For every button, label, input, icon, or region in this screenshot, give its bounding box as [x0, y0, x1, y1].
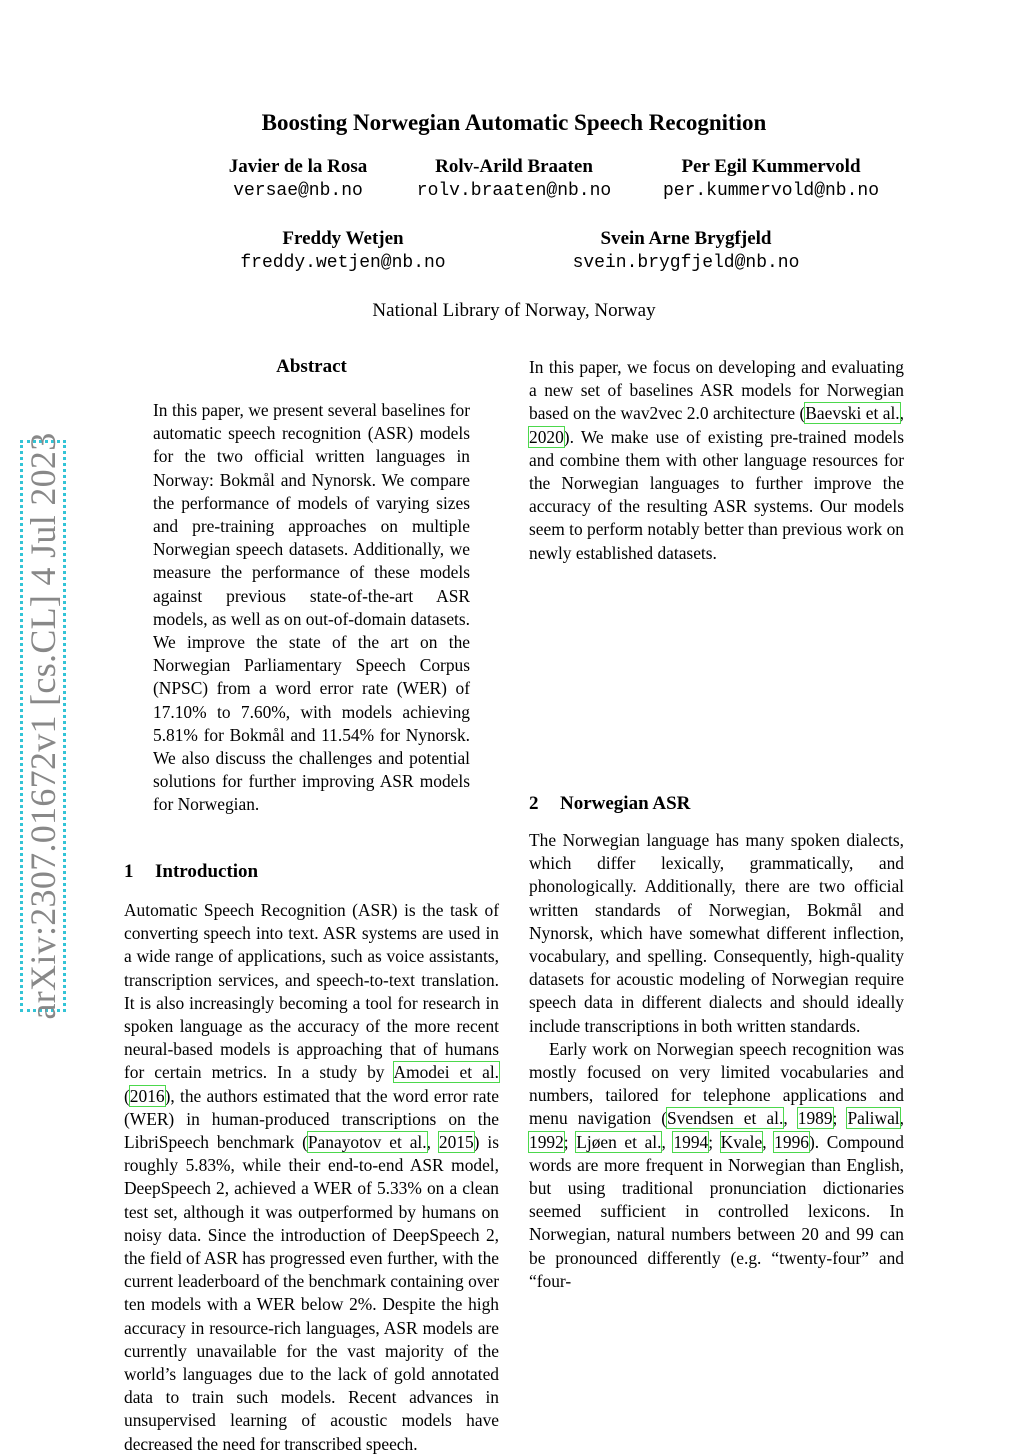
citation-year-link[interactable]: 1994: [673, 1131, 709, 1152]
author-block: [203, 227, 483, 275]
abstract-body: [153, 399, 470, 817]
author-email: per.kummervold@nb.no: [662, 181, 880, 201]
author-name: Rolv-Arild Braaten: [435, 156, 593, 177]
citation-year-link[interactable]: 2016: [129, 1085, 165, 1106]
author-email: versae@nb.no: [233, 181, 363, 201]
intro-paragraph-2: In this paper, we focus on developing and evaluating a new set of baselines ASR models for Norwegian based on the wav2vec 2.0 architecture (Baevski et al., 2020). We make use of existing pre-trained models and combine them with other language resources for the Norwegian languages to further improve the accuracy of the resulting ASR systems. Our models seem to perform notably better than previous work on newly established datasets.: [529, 357, 904, 563]
citation-year-link[interactable]: 1996: [774, 1131, 809, 1152]
citation-link[interactable]: Kvale: [720, 1131, 763, 1152]
author-name: Svein Arne Brygfjeld: [600, 228, 772, 249]
section2-body: [529, 829, 904, 1293]
intro-column-left: [124, 899, 499, 1456]
section-title: Introduction: [155, 861, 259, 882]
section-number: 2: [529, 793, 539, 814]
section-title: Norwegian ASR: [560, 793, 691, 814]
section2-paragraph-2: Early work on Norwegian speech recognition was mostly focused on very limited vocabularies and numbers, tailored for telephone applications and menu navigation (Svendsen et al., 1989; Paliwal, 1992; Ljøen et al., 1994; Kvale, 1996). Compound words are more frequent in Norwegian than English, but using traditional pronunciation dictionaries seemed sufficient in controlled lexicons. In Norwegian, natural numbers between 20 and 99 can be pronounced differently (e.g. “twenty-four” and “four-: [529, 1038, 904, 1291]
author-block: [394, 155, 634, 203]
section-heading-introduction: [124, 861, 258, 883]
citation-link[interactable]: Amodei et al.: [393, 1062, 500, 1083]
arxiv-sidebar: [20, 432, 66, 1020]
abstract-heading: Abstract: [276, 356, 347, 377]
citation-year-link[interactable]: 2015: [438, 1132, 474, 1153]
author-email: svein.brygfjeld@nb.no: [572, 253, 800, 273]
citation-link[interactable]: Ljøen et al.: [576, 1131, 662, 1152]
affiliation: National Library of Norway, Norway: [372, 300, 656, 321]
author-email: freddy.wetjen@nb.no: [240, 253, 446, 273]
arxiv-identifier: arXiv:2307.01672v1 [cs.CL] 4 Jul 2023: [23, 432, 63, 1020]
citation-year-link[interactable]: 2020: [529, 426, 564, 447]
citation-link[interactable]: Baevski et al.: [805, 403, 900, 424]
paper-title: Boosting Norwegian Automatic Speech Recognition: [261, 110, 767, 135]
citation-year-link[interactable]: 1989: [797, 1108, 833, 1129]
citation-link[interactable]: Panayotov et al.: [307, 1132, 427, 1153]
author-name: Freddy Wetjen: [282, 228, 404, 249]
author-name: Per Egil Kummervold: [681, 156, 861, 177]
abstract-text: In this paper, we present several baselines for automatic speech recognition (ASR) models for the two official written languages in Norway: Bokmål and Nynorsk. We compare the performance of models of varying sizes and pre-training approaches on multiple Norwegian speech datasets. Additionally, we measure the performance of these models against previous state-of-the-art ASR models, as well as on out-of-domain datasets. We improve the state of the art on the Norwegian Parliamentary Speech Corpus (NPSC) from a word error rate (WER) of 17.10% to 7.60%, with models achieving 5.81% for Bokmål and 11.54% for Nynorsk. We also discuss the challenges and potential solutions for further improving ASR models for Norwegian.: [153, 400, 470, 815]
citation-year-link[interactable]: 1992: [529, 1131, 564, 1152]
right-column: [529, 356, 904, 565]
section-heading-norwegian-asr: [529, 793, 690, 815]
author-block: [636, 155, 906, 203]
citation-link[interactable]: Paliwal: [847, 1108, 900, 1129]
section2-paragraph-1: The Norwegian language has many spoken dialects, which differ lexically, grammatically, and phonologically. Additionally, there are two official written standards of Norwegian, Bokmål and Nynorsk, which have somewhat different inflection, vocabulary, and spelling. Consequently, high-quality datasets for acoustic modeling of Norwegian require speech data in different dialects and should ideally include transcriptions in both written standards.: [529, 830, 904, 1036]
intro-paragraph-1: Automatic Speech Recognition (ASR) is the task of converting speech into text. ASR systems are used in a wide range of applications, such as voice assistants, transcription services, and speech-to-text translation. It is also increasingly becoming a tool for research in spoken language as the accuracy of the more recent neural-based models is approaching that of humans for certain metrics. In a study by Amodei et al. (2016), the authors estimated that the word error rate (WER) in human-produced transcriptions on the LibriSpeech benchmark (Panayotov et al., 2015) is roughly 5.83%, while their end-to-end ASR model, DeepSpeech 2, achieved a WER of 5.33% on a clean test set, although it was outperformed by humans on noisy data. Since the introduction of DeepSpeech 2, the field of ASR has progressed even further, with the current leaderboard of the benchmark containing over ten models with a WER below 2%. Despite the high accuracy in resource-rich languages, ASR models are currently unavailable for the vast majority of the world’s languages due to the lack of gold annotated data to train such models. Recent advances in unsupervised learning of acoustic models have decreased the need for transcribed speech.: [124, 900, 500, 1454]
author-block: [546, 227, 826, 275]
author-name: Javier de la Rosa: [228, 156, 368, 177]
author-email: rolv.braaten@nb.no: [416, 181, 612, 201]
section-number: 1: [124, 861, 134, 882]
citation-link[interactable]: Svendsen et al.: [667, 1108, 784, 1129]
